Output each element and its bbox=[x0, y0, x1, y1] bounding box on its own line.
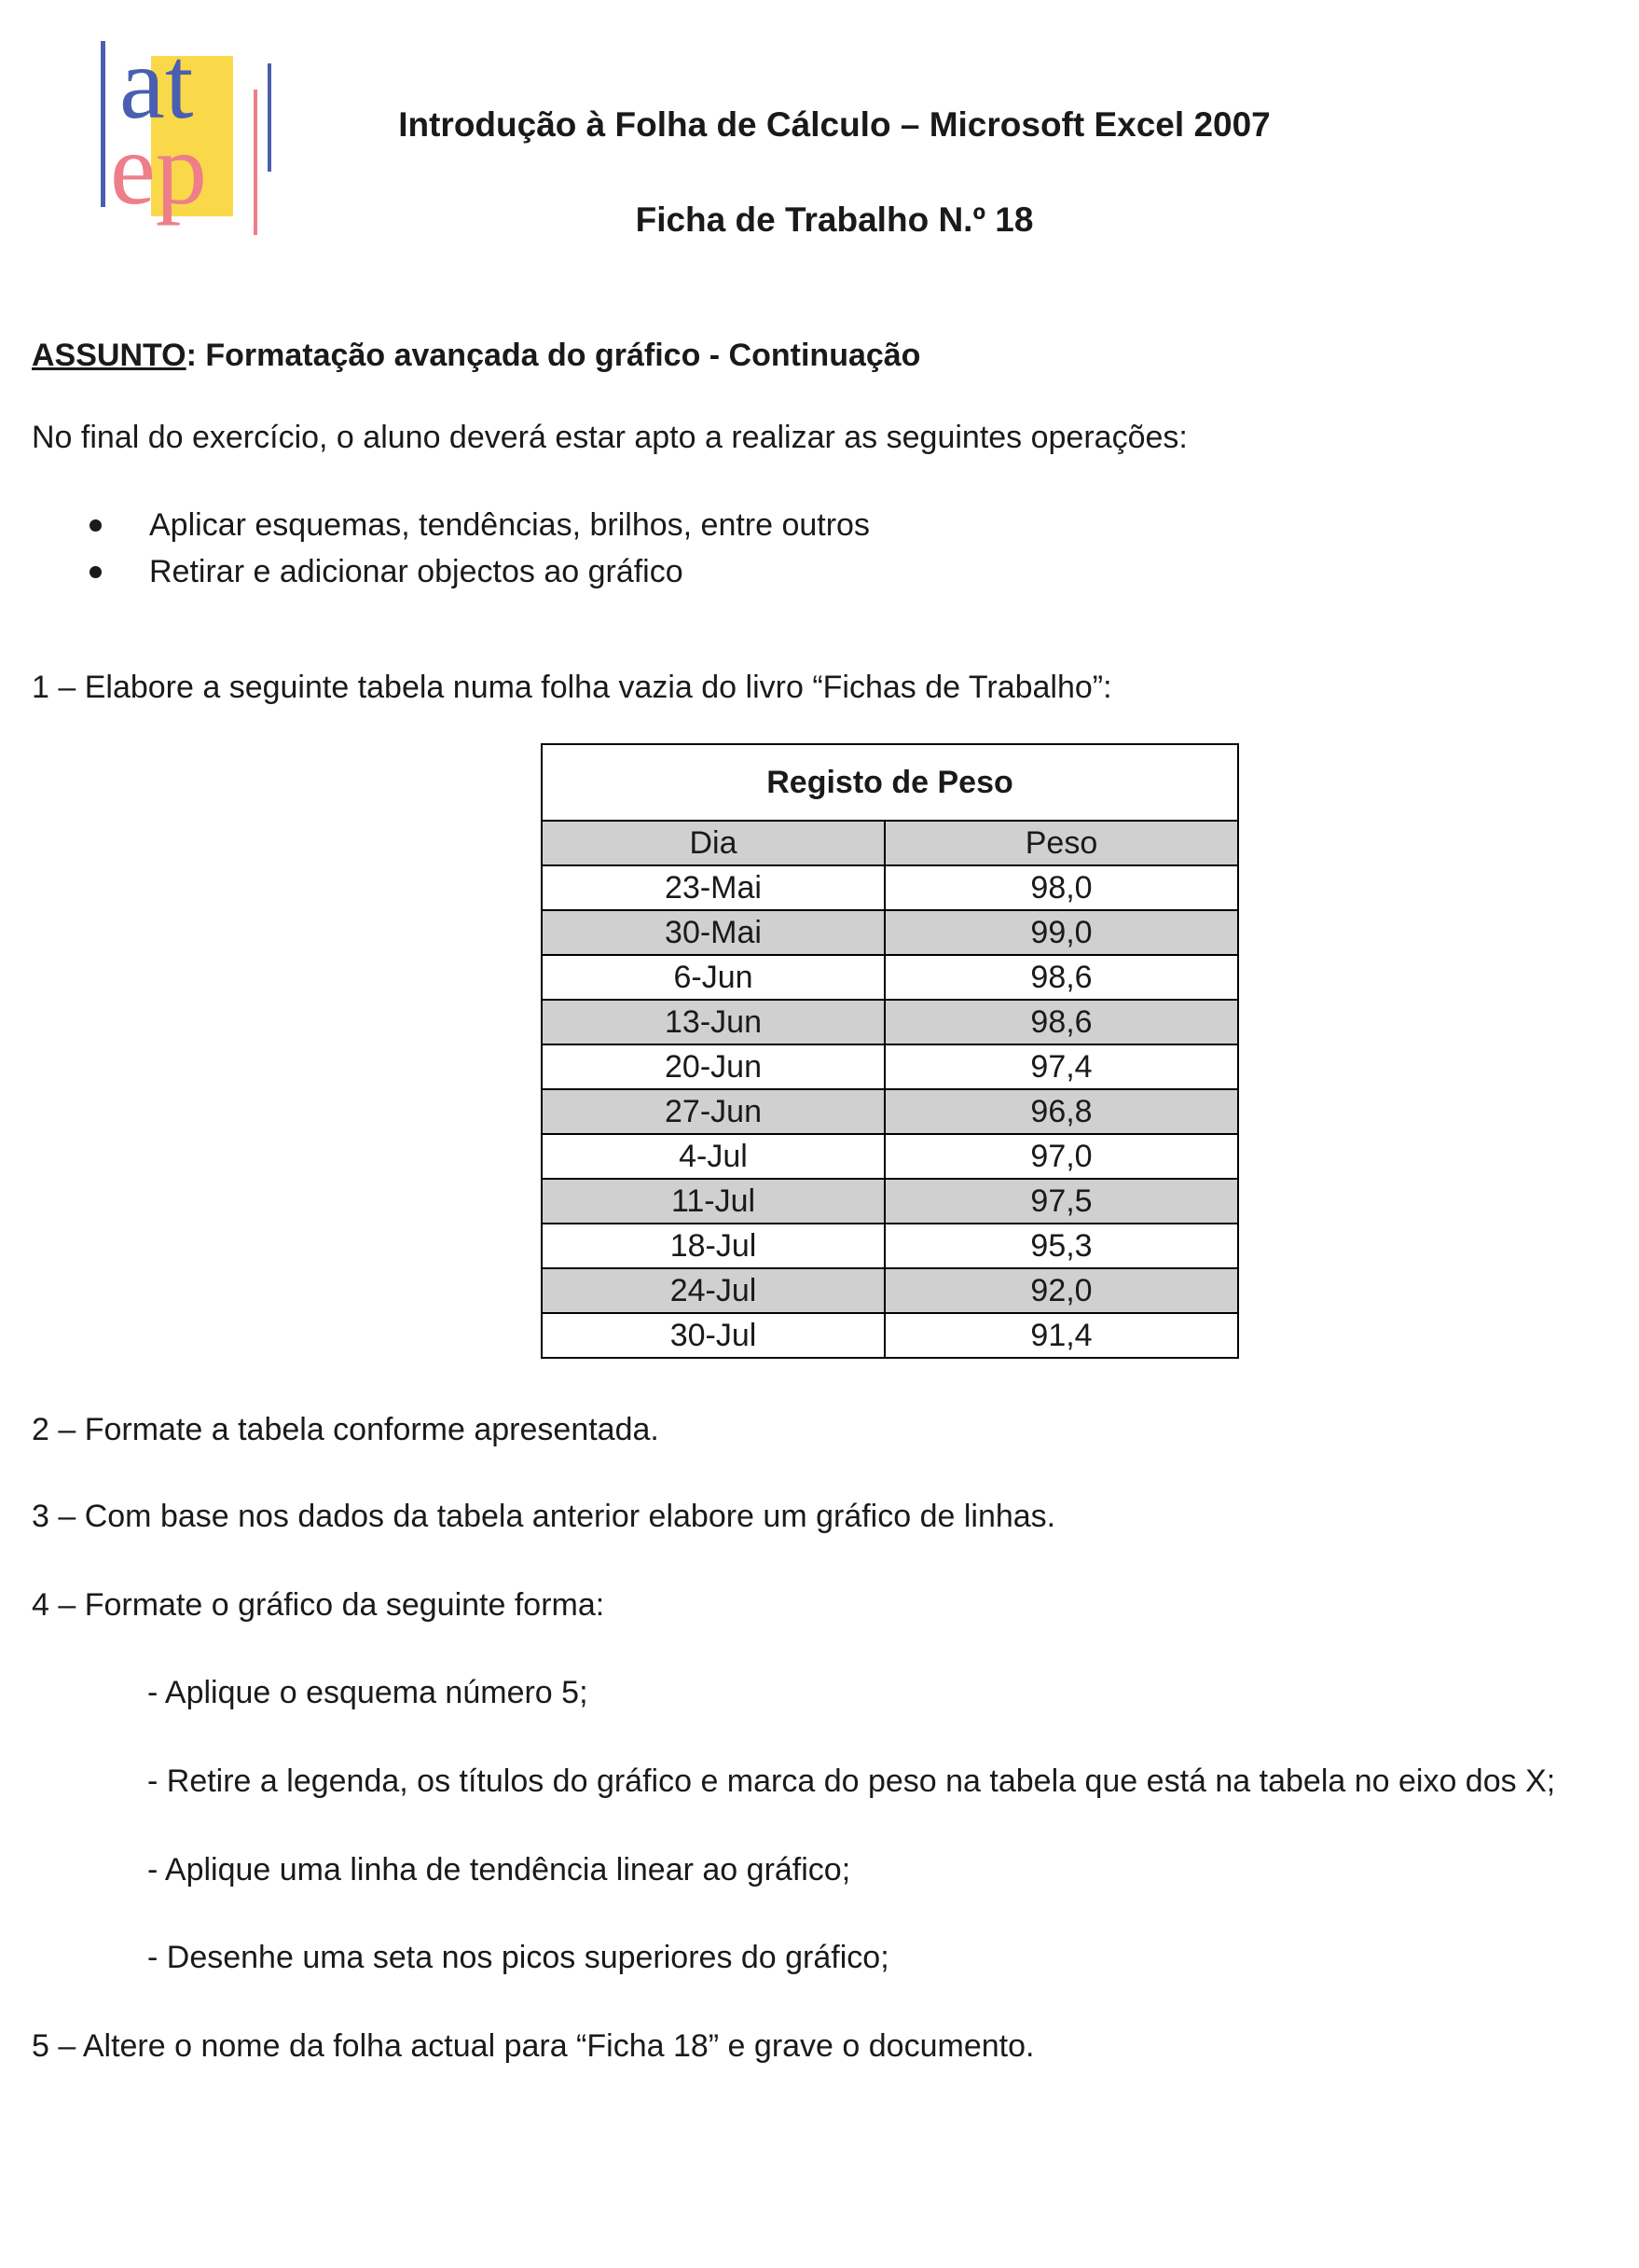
logo-letters-top: at bbox=[119, 26, 194, 140]
step-4-item: - Aplique o esquema número 5; bbox=[147, 1675, 588, 1710]
table-row bbox=[542, 865, 1238, 910]
cell-day: 30-Mai bbox=[542, 910, 885, 955]
table-row bbox=[542, 1179, 1238, 1224]
cell-day: 18-Jul bbox=[542, 1224, 885, 1268]
cell-day: 30-Jul bbox=[542, 1313, 885, 1358]
cell-day: 24-Jul bbox=[542, 1268, 885, 1313]
table-row bbox=[542, 1044, 1238, 1089]
table-header-row bbox=[542, 821, 1238, 865]
table-row bbox=[542, 1089, 1238, 1134]
bullet-icon bbox=[90, 519, 102, 532]
table-title: Registo de Peso bbox=[542, 744, 1238, 821]
intro-text: No final do exercício, o aluno deverá estar apto a realizar as seguintes operações: bbox=[32, 420, 1188, 455]
cell-day: 20-Jun bbox=[542, 1044, 885, 1089]
document-title: Introdução à Folha de Cálculo – Microsoft Excel 2007 bbox=[398, 105, 1271, 144]
step-4-item: - Retire a legenda, os títulos do gráfico e marca do peso na tabela que está na tabela no eixo dos X; bbox=[147, 1763, 1556, 1799]
cell-day: 27-Jun bbox=[542, 1089, 885, 1134]
cell-weight: 92,0 bbox=[885, 1268, 1238, 1313]
objective-text: Aplicar esquemas, tendências, brilhos, entre outros bbox=[149, 507, 870, 543]
cell-weight: 95,3 bbox=[885, 1224, 1238, 1268]
table-row bbox=[542, 1224, 1238, 1268]
subject-line bbox=[32, 338, 920, 374]
step-1: 1 – Elabore a seguinte tabela numa folha vazia do livro “Fichas de Trabalho”: bbox=[32, 670, 1112, 705]
cell-weight: 91,4 bbox=[885, 1313, 1238, 1358]
table-row bbox=[542, 955, 1238, 1000]
logo-letters-bottom: ep bbox=[110, 112, 207, 226]
cell-day: 11-Jul bbox=[542, 1179, 885, 1224]
cell-weight: 98,0 bbox=[885, 865, 1238, 910]
column-header-day: Dia bbox=[542, 821, 885, 865]
subject-text: : Formatação avançada do gráfico - Continuação bbox=[186, 338, 921, 373]
subject-label: ASSUNTO bbox=[32, 338, 186, 373]
column-header-weight: Peso bbox=[885, 821, 1238, 865]
cell-weight: 97,4 bbox=[885, 1044, 1238, 1089]
worksheet-number: Ficha de Trabalho N.º 18 bbox=[635, 201, 1034, 239]
bullet-icon bbox=[90, 566, 102, 578]
cell-day: 4-Jul bbox=[542, 1134, 885, 1179]
step-4-item: - Aplique uma linha de tendência linear ao gráfico; bbox=[147, 1852, 851, 1888]
weight-log-table bbox=[541, 743, 1239, 1359]
step-5: 5 – Altere o nome da folha actual para “Ficha 18” e grave o documento. bbox=[32, 2028, 1035, 2064]
step-3: 3 – Com base nos dados da tabela anterior elabore um gráfico de linhas. bbox=[32, 1499, 1056, 1534]
step-2: 2 – Formate a tabela conforme apresentada. bbox=[32, 1412, 659, 1447]
cell-weight: 97,0 bbox=[885, 1134, 1238, 1179]
table-row bbox=[542, 1134, 1238, 1179]
cell-day: 6-Jun bbox=[542, 955, 885, 1000]
step-4-item: - Desenhe uma seta nos picos superiores do gráfico; bbox=[147, 1940, 889, 1975]
cell-weight: 96,8 bbox=[885, 1089, 1238, 1134]
cell-day: 23-Mai bbox=[542, 865, 885, 910]
table-row bbox=[542, 1000, 1238, 1044]
atep-logo-graphic bbox=[93, 21, 280, 235]
cell-weight: 99,0 bbox=[885, 910, 1238, 955]
objective-text: Retirar e adicionar objectos ao gráfico bbox=[149, 554, 683, 589]
atep-logo bbox=[93, 21, 280, 235]
table-row bbox=[542, 1268, 1238, 1313]
cell-weight: 97,5 bbox=[885, 1179, 1238, 1224]
step-4: 4 – Formate o gráfico da seguinte forma: bbox=[32, 1587, 605, 1623]
table-row bbox=[542, 1313, 1238, 1358]
table-row bbox=[542, 910, 1238, 955]
cell-weight: 98,6 bbox=[885, 955, 1238, 1000]
cell-day: 13-Jun bbox=[542, 1000, 885, 1044]
cell-weight: 98,6 bbox=[885, 1000, 1238, 1044]
